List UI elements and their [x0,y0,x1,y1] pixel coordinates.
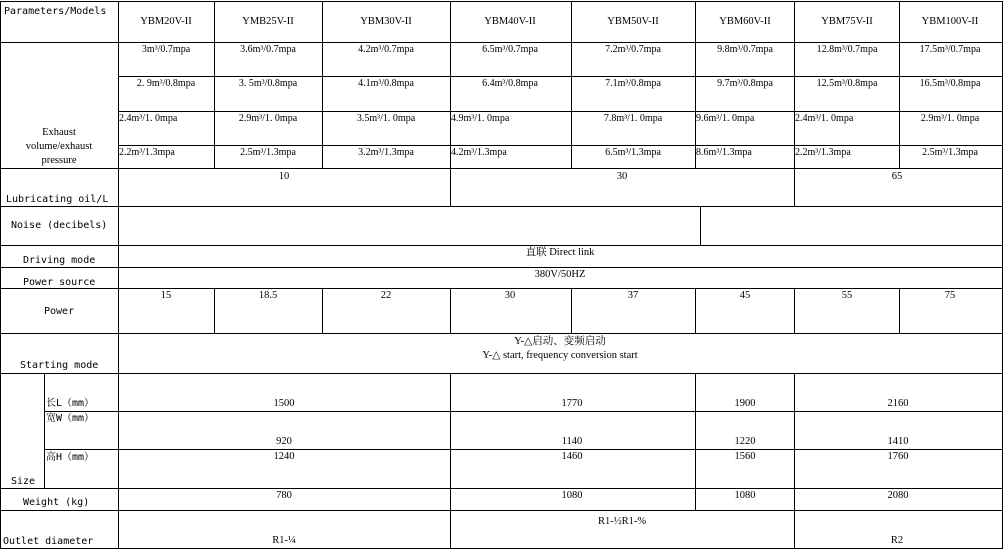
col-divider [899,288,900,333]
row-divider [0,267,1003,268]
col-divider [571,288,572,333]
weight-value: 1080 [561,490,583,501]
power-value: 18.5 [258,290,278,301]
exhaust-cell: 2.4m³/1. 0mpa [795,113,854,124]
col-divider [571,1,572,168]
exhaust-cell: 2.4m³/1. 0mpa [119,113,178,124]
exhaust-cell: 3m³/0.7mpa [141,44,191,55]
col-divider [899,1,900,168]
size-width-value: 1410 [887,436,909,447]
exhaust-cell: 3.2m³/1.3mpa [358,147,414,158]
exhaust-cell: 6.5m³/1.3mpa [605,147,661,158]
size-height-value: 1760 [887,451,909,462]
model-name: YBM30V-II [360,16,412,27]
row-divider [0,333,1003,334]
row-divider [0,510,1003,511]
row-divider [44,411,1003,412]
col-divider [450,373,451,488]
size-height-value: 1240 [273,451,295,462]
lubricating-value: 30 [616,171,628,182]
starting-value-en: Y-△ start, frequency conversion start [482,350,638,361]
size-height-label: 高H（mm） [46,452,95,463]
power-source-value: 380V/50HZ [534,269,586,280]
col-divider [118,1,119,549]
driving-value: 直联 Direct link [525,247,595,258]
exhaust-cell: 4.9m³/1. 0mpa [451,113,510,124]
power-value: 75 [944,290,956,301]
col-divider [322,288,323,333]
weight-value: 1080 [734,490,756,501]
size-width-value: 1140 [561,436,583,447]
exhaust-cell: 7.8m³/1. 0mpa [603,113,663,124]
row-label-lubricating-oil: Lubricating oil/L [6,194,109,205]
col-divider [450,488,451,510]
row-divider [118,76,1003,77]
row-label-starting-mode: Starting mode [20,360,99,371]
exhaust-cell: 7.1m³/0.8mpa [605,78,661,89]
col-divider [794,288,795,333]
row-label-noise: Noise (decibels) [11,220,108,231]
size-height-value: 1560 [734,451,756,462]
col-divider [695,288,696,333]
exhaust-cell: 4.2m³/1.3mpa [451,147,507,158]
exhaust-cell: 3.6m³/0.7mpa [240,44,296,55]
outlet-value: R1-¼ [272,535,296,546]
size-width-value: 1220 [734,436,756,447]
lubricating-value: 10 [278,171,290,182]
model-name: YMB25V-II [242,16,294,27]
row-divider [44,449,1003,450]
row-divider [118,145,1003,146]
col-divider [695,488,696,510]
row-label-driving-mode: Driving mode [23,255,96,266]
row-divider [0,245,1003,246]
row-label-exhaust: volume/exhaust [25,141,93,152]
col-divider [450,168,451,206]
exhaust-cell: 2. 9m³/0.8mpa [136,78,196,89]
exhaust-cell: 9.7m³/0.8mpa [717,78,773,89]
table-border-bottom [0,548,1003,549]
exhaust-cell: 3.5m³/1. 0mpa [356,113,416,124]
table-border-right [1002,1,1003,549]
col-divider [214,1,215,168]
model-name: YBM50V-II [607,16,659,27]
weight-value: 2080 [887,490,909,501]
exhaust-cell: 4.2m³/0.7mpa [358,44,414,55]
row-divider [0,168,1003,169]
exhaust-cell: 2.2m³/1.3mpa [795,147,851,158]
col-divider [794,510,795,549]
exhaust-cell: 12.8m³/0.7mpa [816,44,878,55]
col-divider [450,1,451,168]
table-border-left [0,1,1,549]
exhaust-cell: 17.5m³/0.7mpa [919,44,981,55]
exhaust-cell: 2.5m³/1.3mpa [922,147,978,158]
table-border-top [0,1,1003,2]
col-divider [695,373,696,488]
row-label-weight: Weight (kg) [23,497,90,508]
size-length-value: 1500 [273,398,295,409]
exhaust-cell: 9.8m³/0.7mpa [717,44,773,55]
exhaust-cell: 6.4m³/0.8mpa [482,78,538,89]
exhaust-cell: 16.5m³/0.8mpa [919,78,981,89]
row-divider [0,206,1003,207]
col-divider [44,373,45,488]
exhaust-cell: 12.5m³/0.8mpa [816,78,878,89]
col-divider [794,488,795,510]
row-divider [118,111,1003,112]
col-divider [450,510,451,549]
exhaust-cell: 2.9m³/1. 0mpa [920,113,980,124]
col-divider [794,373,795,488]
model-name: YBM100V-II [921,16,979,27]
exhaust-cell: 3. 5m³/0.8mpa [238,78,298,89]
row-divider [0,288,1003,289]
col-divider [794,168,795,206]
row-label-exhaust: pressure [41,155,77,166]
col-divider [794,1,795,168]
exhaust-cell: 4.1m³/0.8mpa [358,78,414,89]
header-label: Parameters/Models [4,6,107,17]
size-length-value: 1900 [734,398,756,409]
size-length-value: 1770 [561,398,583,409]
exhaust-cell: 2.2m³/1.3mpa [119,147,175,158]
row-divider [0,373,1003,374]
power-value: 30 [504,290,516,301]
model-name: YBM60V-II [719,16,771,27]
power-value: 45 [739,290,751,301]
outlet-value: R2 [890,535,904,546]
exhaust-cell: 2.9m³/1. 0mpa [238,113,298,124]
model-name: YBM20V-II [140,16,192,27]
exhaust-cell: 7.2m³/0.7mpa [605,44,661,55]
row-label-exhaust: Exhaust [42,127,76,138]
exhaust-cell: 6.5m³/0.7mpa [482,44,538,55]
row-divider [0,42,1003,43]
row-label-size: Size [11,476,36,487]
row-label-outlet-diameter: Outlet diameter [3,536,94,547]
col-divider [700,206,701,245]
power-value: 22 [380,290,392,301]
size-length-value: 2160 [887,398,909,409]
exhaust-cell: 9.6m³/1. 0mpa [696,113,755,124]
row-label-power: Power [44,306,75,317]
starting-value-cn: Y-△启动、变频启动 [514,336,606,347]
row-label-power-source: Power source [23,277,96,288]
col-divider [695,1,696,168]
col-divider [322,1,323,168]
exhaust-cell: 8.6m³/1.3mpa [696,147,752,158]
lubricating-value: 65 [891,171,903,182]
col-divider [214,288,215,333]
model-name: YBM75V-II [821,16,873,27]
size-width-label: 宽W（mm） [46,413,95,424]
weight-value: 780 [276,490,292,501]
outlet-value: R1-½R1-% [597,516,647,527]
power-value: 15 [160,290,172,301]
power-value: 37 [627,290,639,301]
size-width-value: 920 [276,436,292,447]
exhaust-cell: 2.5m³/1.3mpa [240,147,296,158]
power-value: 55 [841,290,853,301]
size-length-label: 长L（mm） [46,398,95,409]
size-height-value: 1460 [561,451,583,462]
row-divider [0,488,1003,489]
col-divider [450,288,451,333]
model-name: YBM40V-II [484,16,536,27]
